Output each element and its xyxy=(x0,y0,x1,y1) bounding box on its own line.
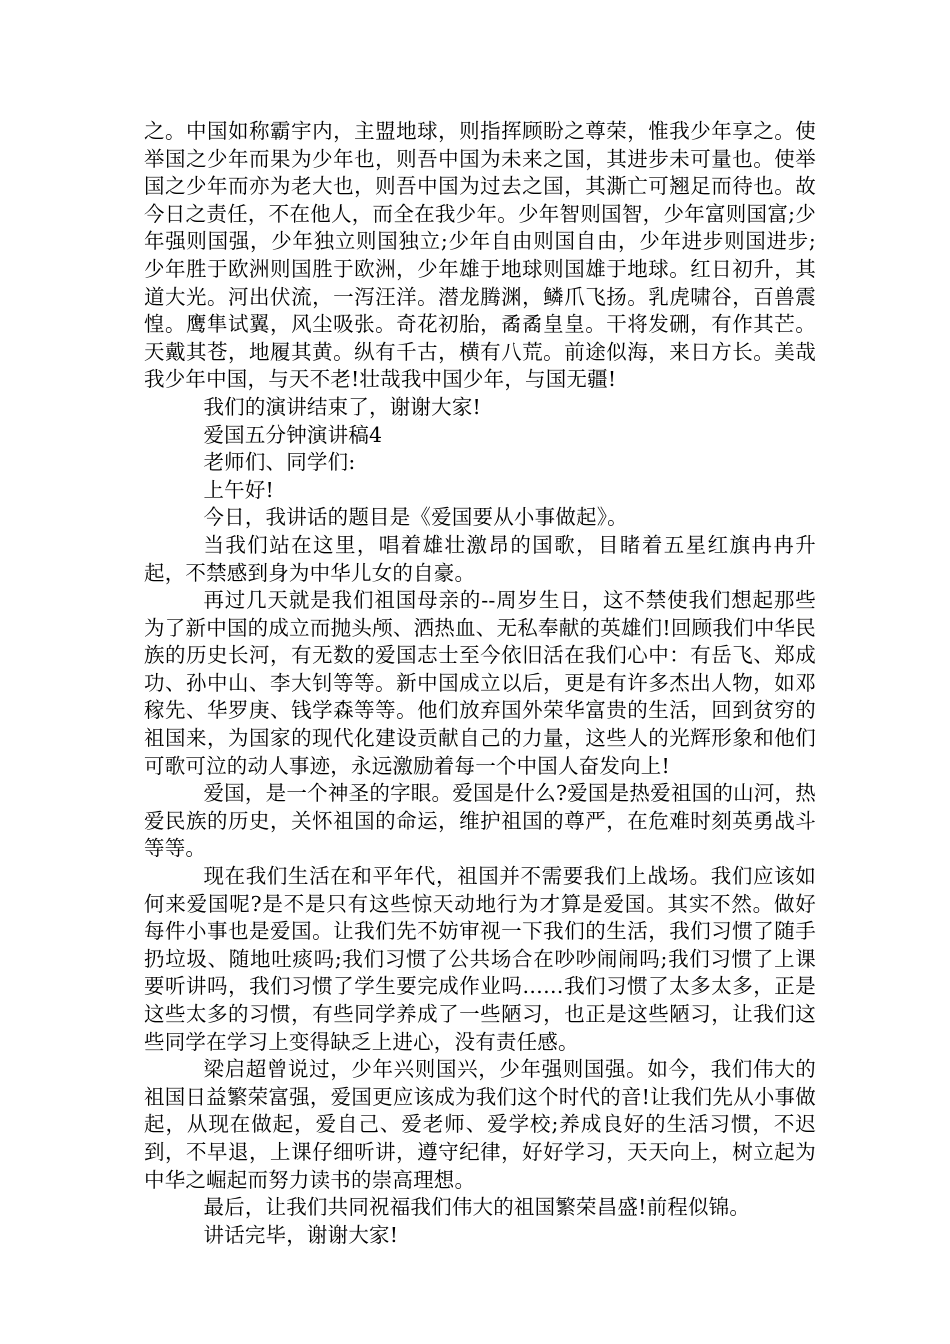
paragraph-6: 当我们站在这里，唱着雄壮激昂的国歌，目睹着五星红旗冉冉升起，不禁感到身为中华儿女的自豪。 xyxy=(144,532,816,585)
paragraph-3: 老师们、同学们: xyxy=(203,450,356,475)
paragraph-1: 我们的演讲结束了，谢谢大家! xyxy=(203,394,481,419)
paragraph-0: 之。中国如称霸宇内，主盟地球，则指挥顾盼之尊荣，惟我少年享之。使举国之少年而果为少年也，则吾中国为未来之国，其进步未可量也。使举国之少年而亦为老大也，则吾中国为过去之国，其澌亡可翘足而待也。故今日之责任，不在他人，而全在我少年。少年智则国智，少年富则国富;少年强则国强，少年独立则国独立;少年自由则国自由，少年进步则国进步;少年胜于欧洲则国胜于欧洲，少年雄于地球则国雄于地球。红日初升，其道大光。河出伏流，一泻汪洋。潜龙腾渊，鳞爪飞扬。乳虎啸谷，百兽震惶。鹰隼试翼，风尘吸张。奇花初胎，矞矞皇皇。干将发硎，有作其芒。天戴其苍，地履其黄。纵有千古，横有八荒。前途似海，来日方长。美哉我少年中国，与天不老!壮哉我中国少年，与国无疆! xyxy=(144,119,816,392)
paragraph-10: 梁启超曾说过，少年兴则国兴，少年强则国强。如今，我们伟大的祖国日益繁荣富强，爱国更应该成为我们这个时代的音!让我们先从小事做起，从现在做起，爱自己、爱老师、爱学校;养成良好的生活习惯，不迟到，不早退，上课仔细听讲，遵守纪律，好好学习，天天向上，树立起为中华之崛起而努力读书的崇高理想。 xyxy=(144,1057,816,1192)
paragraph-8: 爱国，是一个神圣的字眼。爱国是什么?爱国是热爱祖国的山河，热爱民族的历史，关怀祖国的命运，维护祖国的尊严，在危难时刻英勇战斗等等。 xyxy=(144,781,816,861)
paragraph-11: 最后，让我们共同祝福我们伟大的祖国繁荣昌盛!前程似锦。 xyxy=(203,1195,751,1220)
paragraph-5: 今日，我讲话的题目是《爱国要从小事做起》。 xyxy=(203,505,628,530)
paragraph-9: 现在我们生活在和平年代，祖国并不需要我们上战场。我们应该如何来爱国呢?是不是只有这些惊天动地行为才算是爱国。其实不然。做好每件小事也是爱国。让我们先不妨审视一下我们的生活，我们习惯了随手扔垃圾、随地吐痰吗;我们习惯了公共场合在吵吵闹闹吗;我们习惯了上课要听讲吗，我们习惯了学生要完成作业吗……我们习惯了太多太多，正是这些太多的习惯，有些同学养成了一些陋习，也正是这些陋习，让我们这些同学在学习上变得缺乏上进心，没有责任感。 xyxy=(144,864,816,1054)
paragraph-12: 讲话完毕，谢谢大家! xyxy=(203,1222,399,1247)
paragraph-7: 再过几天就是我们祖国母亲的--周岁生日，这不禁使我们想起那些为了新中国的成立而抛头颅、洒热血、无私奉献的英雄们!回顾我们中华民族的历史长河，有无数的爱国志士至今依旧活在我们心中：有岳飞、郑成功、孙中山、李大钊等等。新中国成立以后，更是有许多杰出人物，如邓稼先、华罗庚、钱学森等等。他们放弃国外荣华富贵的生活，回到贫穷的祖国来，为国家的现代化建设贡献自己的力量，这些人的光辉形象和他们可歌可泣的动人事迹，永远激励着每一个中国人奋发向上! xyxy=(144,588,816,778)
paragraph-4: 上午好! xyxy=(203,477,274,502)
section-title: 爱国五分钟演讲稿4 xyxy=(203,422,383,447)
document-body xyxy=(144,118,816,1249)
